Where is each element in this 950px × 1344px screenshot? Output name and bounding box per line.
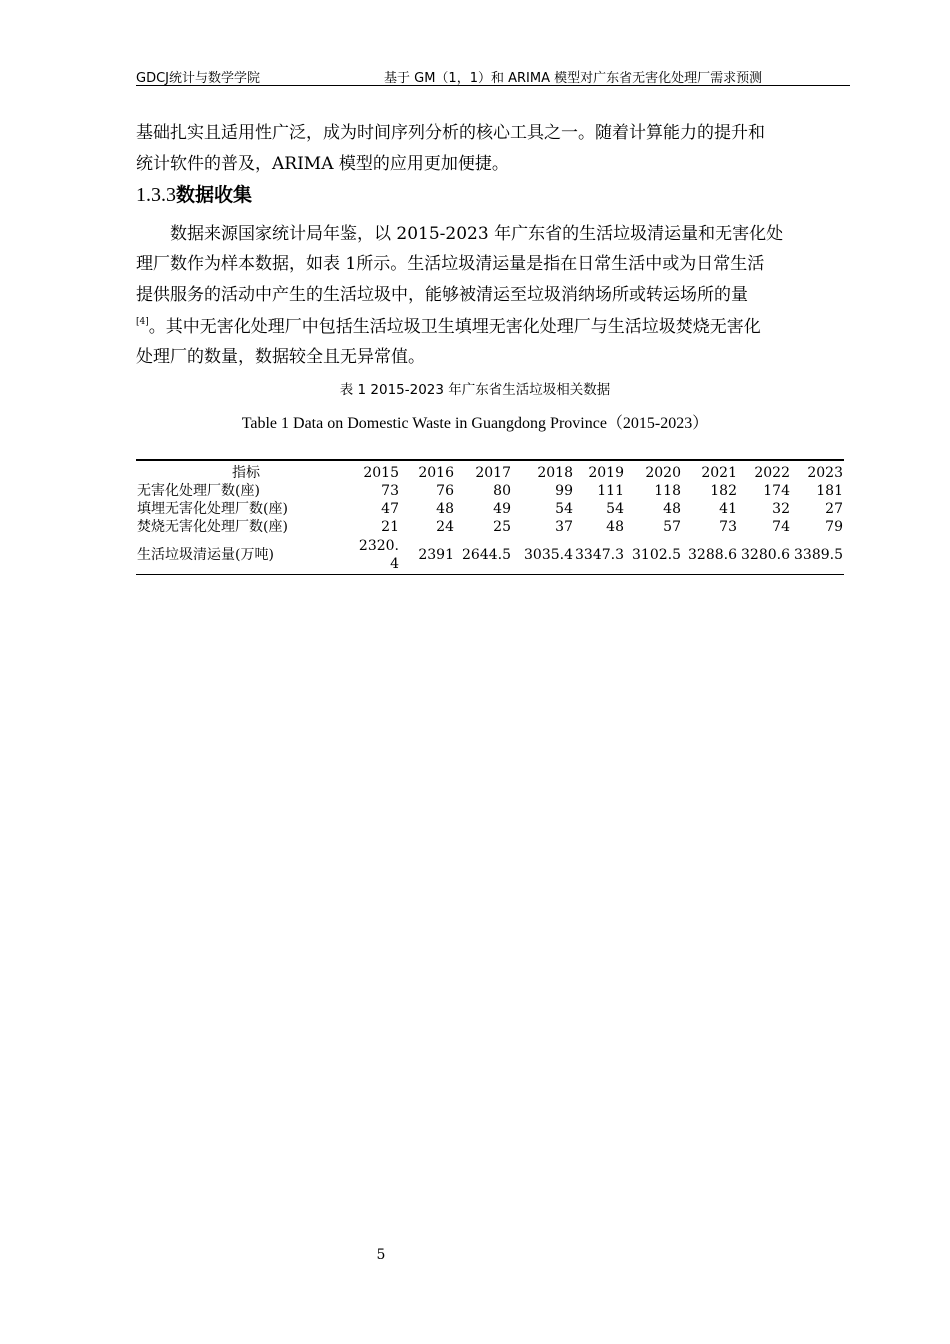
table-cell: 49 <box>493 501 511 517</box>
table-header-row <box>136 460 844 482</box>
column-header-year: 2016 <box>418 465 454 481</box>
paragraph-line: 统计软件的普及，ARIMA 模型的应用更加便捷。 <box>136 154 509 174</box>
table-cell: 111 <box>597 483 624 499</box>
table-cell: 74 <box>772 519 790 535</box>
table-cell: 2320.4 <box>358 538 399 572</box>
paragraph-line: 处理厂的数量，数据较全且无异常值。 <box>136 347 425 367</box>
paragraph-line: 基础扎实且适用性广泛，成为时间序列分析的核心工具之一。随着计算能力的提升和 <box>136 123 765 143</box>
row-label: 填埋无害化处理厂数(座) <box>137 501 288 517</box>
table-cell: 3347.3 <box>575 547 624 563</box>
column-header-year: 2017 <box>475 465 511 481</box>
column-header-year: 2021 <box>701 465 737 481</box>
page-number: 5 <box>376 1247 386 1263</box>
section-title: 数据收集 <box>176 184 253 206</box>
column-header-year: 2022 <box>754 465 790 481</box>
table-cell: 54 <box>606 501 624 517</box>
table-caption-en: Table 1 Data on Domestic Waste in Guangdong Province（2015-2023） <box>241 415 709 432</box>
table-row <box>136 482 844 500</box>
table-cell: 21 <box>381 519 399 535</box>
column-header-year: 2019 <box>588 465 624 481</box>
table-cell: 73 <box>719 519 737 535</box>
table-cell: 57 <box>663 519 681 535</box>
column-header-year: 2020 <box>645 465 681 481</box>
table-cell: 48 <box>606 519 624 535</box>
table-cell: 2391 <box>418 547 454 563</box>
table-row <box>136 536 844 575</box>
citation: [4] <box>136 317 149 327</box>
table-cell: 41 <box>719 501 737 517</box>
table-cell: 24 <box>436 519 454 535</box>
column-header-year: 2018 <box>537 465 573 481</box>
table-cell: 79 <box>825 519 843 535</box>
table-cell: 3102.5 <box>632 547 681 563</box>
table-cell: 3035.4 <box>524 547 573 563</box>
table-cell: 25 <box>493 519 511 535</box>
column-header-year: 2023 <box>807 465 843 481</box>
paragraph-text: 。其中无害化处理厂中包括生活垃圾卫生填埋无害化处理厂与生活垃圾焚烧无害化 <box>148 317 761 337</box>
table-cell: 76 <box>436 483 454 499</box>
table-cell: 2644.5 <box>462 547 511 563</box>
row-label: 焚烧无害化处理厂数(座) <box>137 519 288 535</box>
header-left: GDCJ统计与数学学院 <box>136 71 260 86</box>
table-cell: 182 <box>710 483 737 499</box>
table-cell: 54 <box>555 501 573 517</box>
header-right: 基于 GM（1，1）和 ARIMA 模型对广东省无害化处理厂需求预测 <box>384 71 763 86</box>
row-label: 无害化处理厂数(座) <box>137 483 260 499</box>
table-row <box>136 500 844 518</box>
paragraph-line: 数据来源国家统计局年鉴，以 2015-2023 年广东省的生活垃圾清运量和无害化处 <box>170 224 784 244</box>
table-cell: 181 <box>816 483 843 499</box>
paragraph-line <box>136 312 761 337</box>
table-cell: 48 <box>663 501 681 517</box>
section-number: 1.3.3 <box>136 184 176 206</box>
table-cell: 73 <box>381 483 399 499</box>
table-cell: 37 <box>555 519 573 535</box>
section-heading <box>136 180 252 207</box>
table-caption-cn: 表 1 2015-2023 年广东省生活垃圾相关数据 <box>339 382 611 398</box>
column-header-year: 2015 <box>363 465 399 481</box>
table-cell: 3280.6 <box>741 547 790 563</box>
table-cell: 32 <box>772 501 790 517</box>
table-row <box>136 518 844 536</box>
table-cell: 174 <box>763 483 790 499</box>
paragraph-line: 理厂数作为样本数据，如表 1所示。生活垃圾清运量是指在日常生活中或为日常生活 <box>136 254 765 274</box>
data-table <box>136 459 844 575</box>
table-cell: 118 <box>654 483 681 499</box>
table-cell: 3389.5 <box>794 547 843 563</box>
page-header <box>136 66 850 86</box>
table-cell: 47 <box>381 501 399 517</box>
table-cell: 3288.6 <box>688 547 737 563</box>
table-cell: 99 <box>555 483 573 499</box>
column-header-indicator: 指标 <box>232 465 260 481</box>
table-cell: 27 <box>825 501 843 517</box>
paragraph-line: 提供服务的活动中产生的生活垃圾中，能够被清运至垃圾消纳场所或转运场所的量 <box>136 285 748 305</box>
table-cell: 80 <box>493 483 511 499</box>
row-label: 生活垃圾清运量(万吨) <box>137 547 274 563</box>
table-cell: 48 <box>436 501 454 517</box>
